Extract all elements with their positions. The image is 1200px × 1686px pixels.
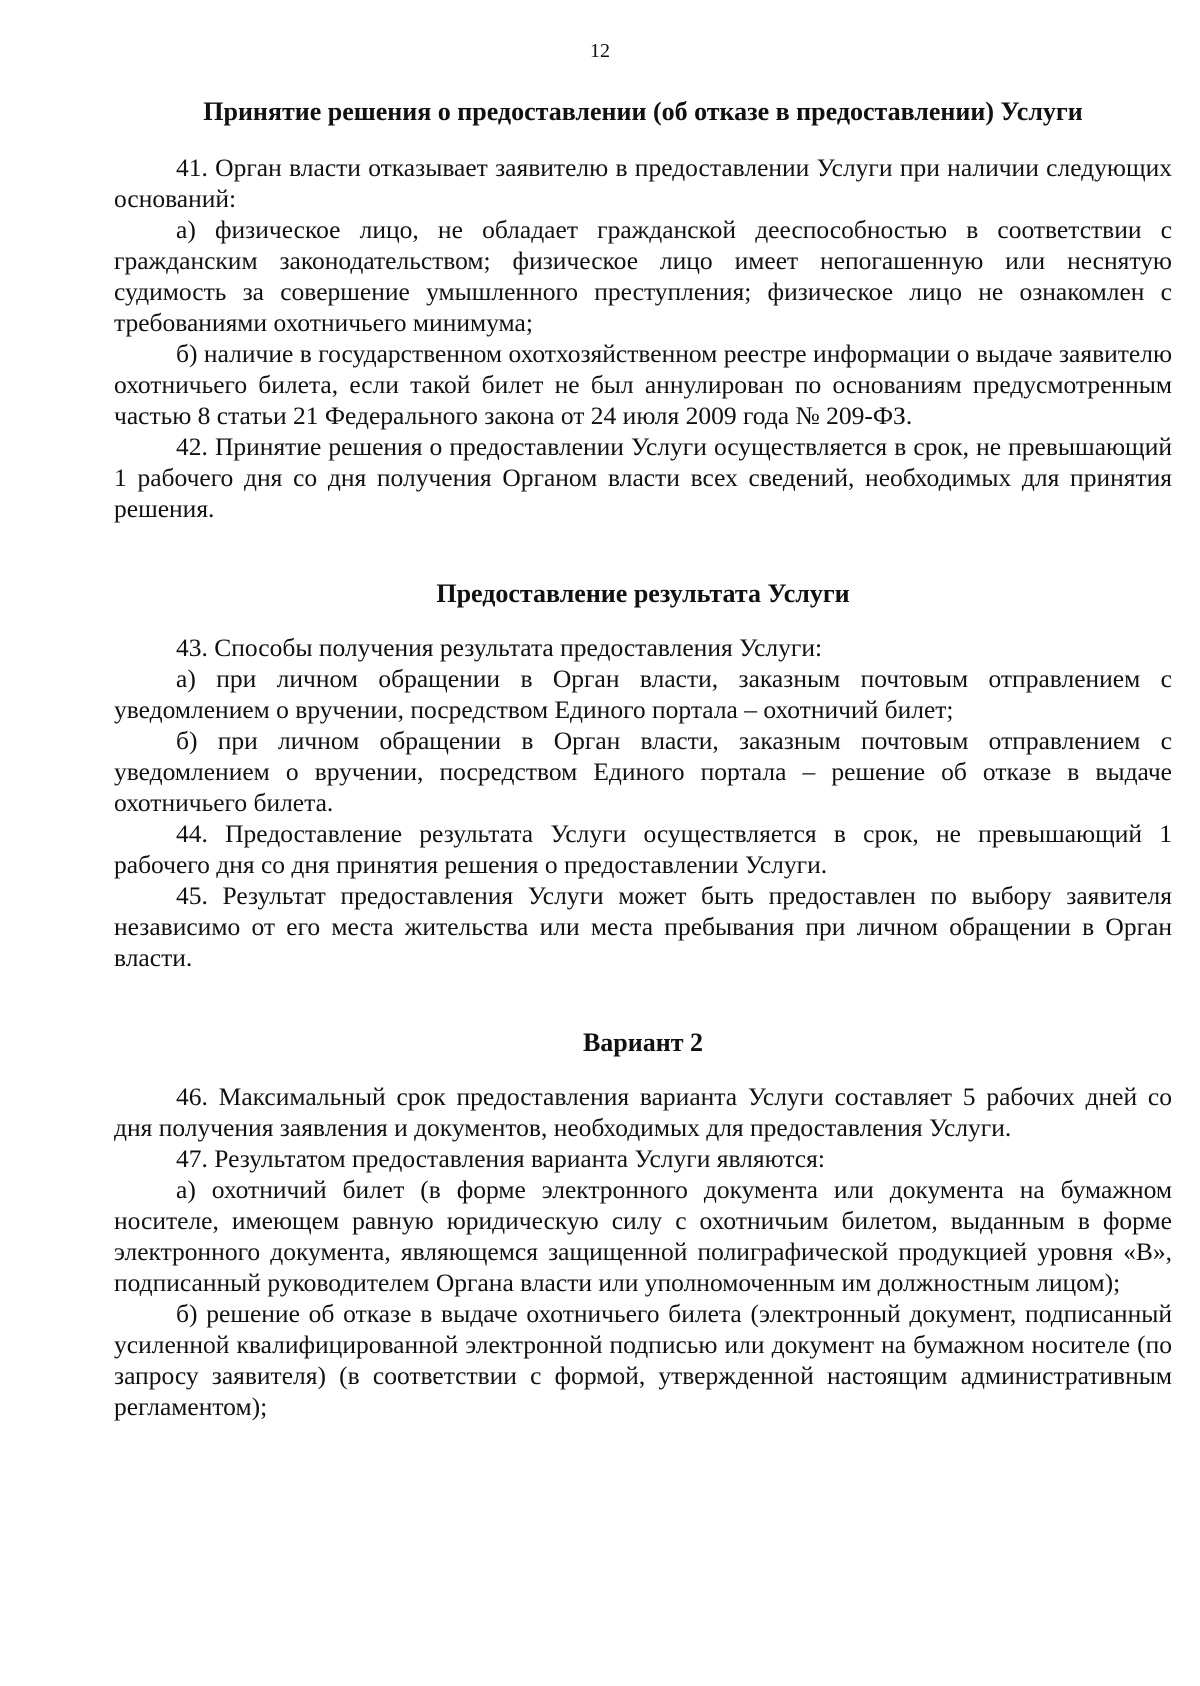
paragraph-44: 44. Предоставление результата Услуги осуществляется в срок, не превышающий 1 рабочего дня со дня принятия решения о предоставлении Услуги. bbox=[114, 819, 1172, 879]
paragraph-41-b: б) наличие в государственном охотхозяйственном реестре информации о выдаче заявителю охотничьего билета, если такой билет не был аннулирован по основаниям предусмотренным частью 8 статьи 21 Федерального закона от 24 июля 2009 года № 209-ФЗ. bbox=[114, 339, 1172, 430]
paragraph-47-a: а) охотничий билет (в форме электронного документа или документа на бумажном носителе, имеющем равную юридическую силу с охотничьим билетом, выданным в форме электронного документа, являющемся защищенной полиграфической продукцией уровня «В», подписанный руководителем Органа власти или уполномоченным им должностным лицом); bbox=[114, 1175, 1172, 1297]
paragraph-42: 42. Принятие решения о предоставлении Услуги осуществляется в срок, не превышающий 1 рабочего дня со дня получения Органом власти всех сведений, необходимых для принятия решения. bbox=[114, 432, 1172, 523]
paragraph-46: 46. Максимальный срок предоставления варианта Услуги составляет 5 рабочих дней со дня получения заявления и документов, необходимых для предоставления Услуги. bbox=[114, 1082, 1172, 1142]
section-heading-variant-2: Вариант 2 bbox=[582, 1028, 704, 1057]
paragraph-45: 45. Результат предоставления Услуги может быть предоставлен по выбору заявителя независимо от его места жительства или места пребывания при личном обращении в Орган власти. bbox=[114, 881, 1172, 972]
document-body bbox=[114, 96, 1172, 1422]
paragraph-43-a: а) при личном обращении в Орган власти, заказным почтовым отправлением с уведомлением о вручении, посредством Единого портала – охотничий билет; bbox=[114, 664, 1172, 724]
page-number: 12 bbox=[590, 40, 610, 62]
paragraph-47: 47. Результатом предоставления варианта Услуги являются: bbox=[176, 1144, 825, 1173]
paragraph-47-b: б) решение об отказе в выдаче охотничьего билета (электронный документ, подписанный усиленной квалифицированной электронной подписью или документ на бумажном носителе (по запросу заявителя) (в соответствии с формой, утвержденной настоящим административным регламентом); bbox=[114, 1299, 1172, 1421]
paragraph-43-b: б) при личном обращении в Орган власти, заказным почтовым отправлением с уведомлением о вручении, посредством Единого портала – решение об отказе в выдаче охотничьего билета. bbox=[114, 726, 1172, 817]
paragraph-41: 41. Орган власти отказывает заявителю в предоставлении Услуги при наличии следующих оснований: bbox=[114, 153, 1172, 213]
paragraph-43: 43. Способы получения результата предоставления Услуги: bbox=[176, 633, 823, 662]
section-heading-result: Предоставление результата Услуги bbox=[436, 579, 850, 608]
section-heading-decision: Принятие решения о предоставлении (об отказе в предоставлении) Услуги bbox=[203, 97, 1083, 126]
paragraph-41-a: а) физическое лицо, не обладает гражданской дееспособностью в соответствии с гражданским законодательством; физическое лицо имеет непогашенную или неснятую судимость за совершение умышленного преступления; физическое лицо не ознакомлен с требованиями охотничьего минимума; bbox=[114, 215, 1172, 337]
